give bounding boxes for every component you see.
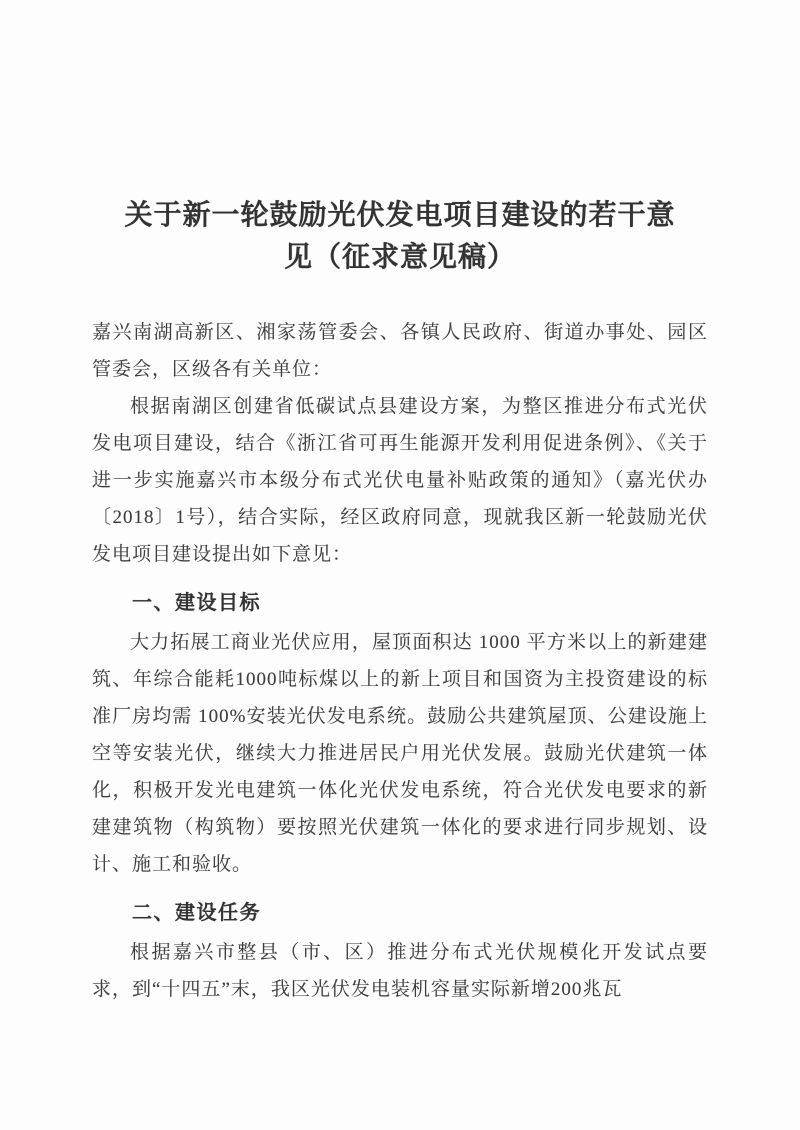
section-1-heading: 一、建设目标: [132, 592, 261, 614]
intro-paragraph: 根据南湖区创建省低碳试点县建设方案，为整区推进分布式光伏发电项目建设，结合《浙江省可再生能源开发利用促进条例》、《关于进一步实施嘉兴市本级分布式光伏电量补贴政策的通知》（嘉光伏办〔2018〕1号），结合实际，经区政府同意，现就我区新一轮鼓励光伏发电项目建设提出如下意见：: [92, 396, 708, 565]
addressee-paragraph: 嘉兴南湖高新区、湘家荡管委会、各镇人民政府、街道办事处、园区管委会，区级各有关单位：: [92, 322, 708, 380]
section-1-paragraph: 大力拓展工商业光伏应用，屋顶面积达 1000 平方米以上的新建建筑、年综合能耗1000吨标煤以上的新上项目和国资为主投资建设的标准厂房均需 100%安装光伏发电系统。鼓励公共建筑屋顶、公建设施上空等安装光伏，继续大力推进居民户用光伏发展。鼓励光伏建筑一体化，积极开发光电建筑一体化光伏发电系统，符合光伏发电要求的新建建筑物（构筑物）要按照光伏建筑一体化的要求进行同步规划、设计、施工和验收。: [92, 632, 708, 875]
section-2-paragraph: 根据嘉兴市整县（市、区）推进分布式光伏规模化开发试点要求，到“十四五”末，我区光伏发电装机容量实际新增200兆瓦: [92, 942, 708, 1000]
document-title: [92, 194, 708, 278]
section-2-heading: 二、建设任务: [132, 902, 261, 924]
document-title-line-2: 见（征求意见稿）: [283, 241, 516, 272]
document-body: [92, 314, 708, 1008]
document-title-line-1: 关于新一轮鼓励光伏发电项目建设的若干意: [124, 199, 676, 230]
